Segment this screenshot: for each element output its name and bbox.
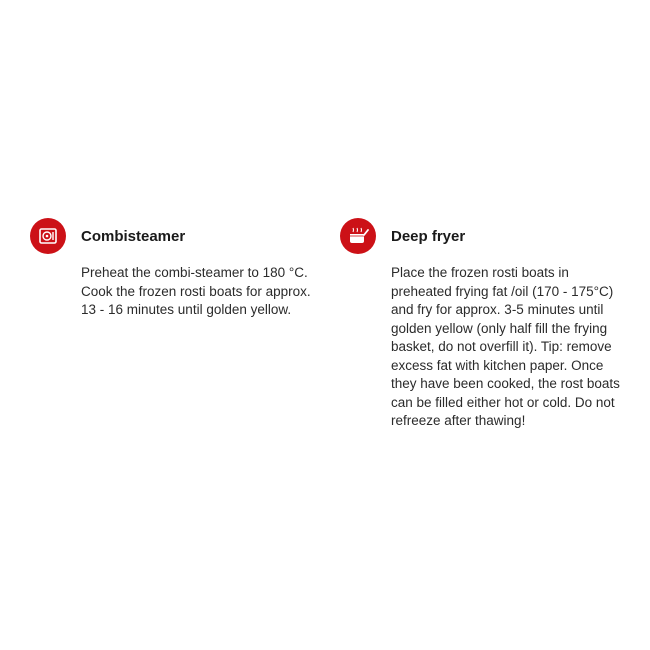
combisteamer-title: Combisteamer (81, 227, 186, 245)
combisteamer-section (30, 218, 320, 320)
combisteamer-icon (30, 218, 66, 254)
instruction-line: can be filled either hot or cold. Do not (391, 394, 615, 410)
instruction-line: preheated frying fat /oil (170 - 175°C) (391, 283, 614, 299)
deep-fryer-section (340, 218, 630, 431)
combisteamer-instructions (81, 264, 320, 320)
instruction-line: they have been cooked, the rost boats (391, 376, 620, 391)
deep-fryer-instructions (391, 264, 630, 431)
combisteamer-header (30, 218, 320, 254)
instruction-line: golden yellow (only half fill the frying (391, 320, 608, 336)
deep-fryer-icon (340, 218, 376, 254)
instruction-line: Place the frozen rosti boats in (391, 265, 569, 280)
instruction-line: Cook the frozen rosti boats for approx. (81, 283, 311, 299)
instruction-line: 13 - 16 minutes until golden yellow. (81, 302, 292, 317)
deep-fryer-header (340, 218, 630, 254)
instruction-line: excess fat with kitchen paper. Once (391, 357, 604, 373)
instruction-line: and fry for approx. 3-5 minutes until (391, 302, 604, 317)
instruction-line: refreeze after thawing! (391, 413, 526, 428)
instruction-line: basket, do not overfill it). Tip: remove (391, 339, 612, 354)
instruction-line: Preheat the combi-steamer to 180 °C. (81, 265, 308, 280)
deep-fryer-title: Deep fryer (391, 227, 466, 245)
